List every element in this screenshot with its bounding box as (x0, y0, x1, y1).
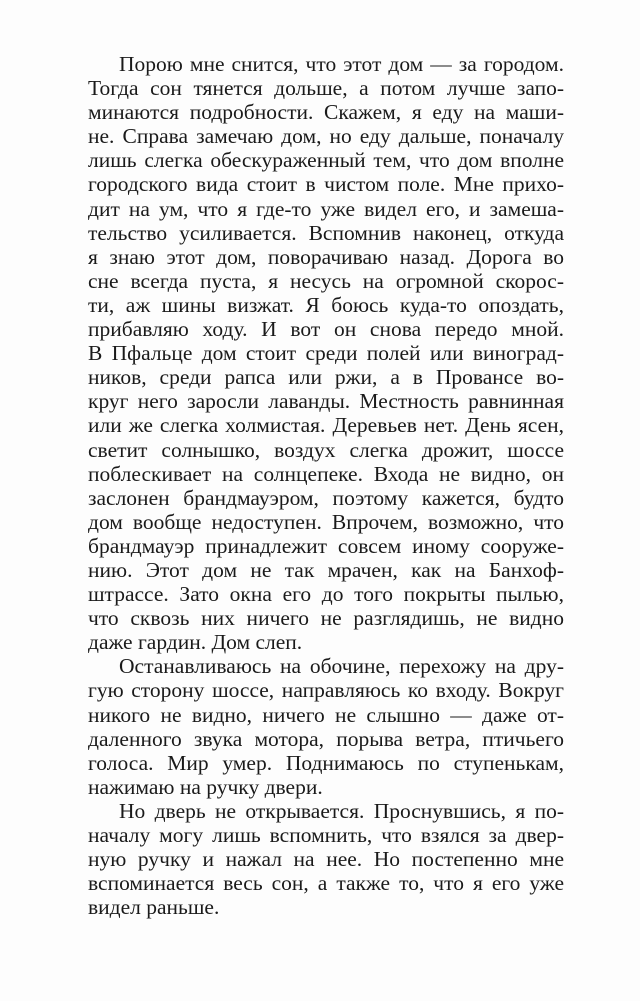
text-line: началу могу лишь вспомнить, что взялся за двер- (88, 823, 564, 847)
paragraph (88, 799, 564, 919)
text-line: голоса. Мир умер. Поднимаюсь по ступенькам, (88, 750, 564, 775)
text-line: заслонен брандмауэром, поэтому кажется, будто (88, 485, 564, 510)
text-line: светит солнышко, воздух слегка дрожит, шоссе (88, 437, 564, 462)
body-text (88, 52, 564, 919)
text-line: или же слегка холмистая. Деревьев нет. День ясен, (88, 413, 564, 438)
text-line: что сквозь них ничего не разглядишь, не видно (88, 606, 564, 631)
text-line: Порою мне снится, что этот дом — за городом. (119, 52, 564, 76)
text-line: брандмауэр принадлежит совсем иному сооруже- (88, 533, 564, 558)
text-line: даленного звука мотора, порыва ветра, птичьего (88, 726, 564, 751)
text-line: никого не видно, ничего не слышно — даже от- (88, 702, 564, 727)
text-line: дом вообще недоступен. Впрочем, возможно, что (88, 509, 564, 534)
text-line: городского вида стоит в чистом поле. Мне прихо- (88, 172, 564, 197)
text-line: Но дверь не открывается. Проснувшись, я по- (119, 798, 564, 823)
text-line: ников, среди рапса или ржи, а в Провансе во- (88, 365, 564, 390)
text-line: не. Справа замечаю дом, но еду дальше, поначалу (88, 124, 564, 149)
text-line: я знаю этот дом, поворачиваю назад. Дорога во (88, 244, 564, 269)
text-line: ти, аж шины визжат. Я боюсь куда-то опоздать, (88, 292, 564, 317)
text-line: прибавляю ходу. И вот он снова передо мной. (88, 317, 564, 342)
text-line: дит на ум, что я где-то уже видел его, и замеша- (88, 196, 564, 221)
text-line: минаются подробности. Скажем, я еду на маши- (88, 100, 564, 125)
text-line: вспоминается весь сон, а также то, что я его уже (88, 871, 564, 896)
text-line: даже гардин. Дом слеп. (88, 630, 303, 655)
text-line: нажимаю на ручку двери. (88, 774, 323, 799)
text-line: нию. Этот дом не так мрачен, как на Банхоф- (88, 557, 564, 582)
text-line: поблескивает на солнцепеке. Входа не видно, он (88, 461, 564, 486)
text-line: Останавливаюсь на обочине, перехожу на дру- (119, 654, 564, 679)
text-line: Тогда сон тянется дольше, а потом лучше запо- (88, 76, 564, 101)
text-line: сне всегда пуста, я несусь на огромной скорос- (88, 268, 564, 293)
text-line: штрассе. Зато окна его до того покрыты пылью, (88, 582, 564, 607)
text-line: ную ручку и нажал на нее. Но постепенно мне (88, 847, 564, 872)
text-line: гую сторону шоссе, направляюсь ко входу. Вокруг (88, 678, 564, 703)
text-line: тельство усиливается. Вспомнив наконец, откуда (88, 220, 564, 245)
text-line: круг него заросли лаванды. Местность равнинная (88, 389, 564, 414)
text-line: лишь слегка обескураженный тем, что дом вполне (88, 148, 564, 173)
paragraph (88, 52, 564, 654)
paragraph (88, 654, 564, 799)
text-line: В Пфальце дом стоит среди полей или виноград- (88, 341, 564, 366)
text-line: видел раньше. (88, 895, 220, 920)
